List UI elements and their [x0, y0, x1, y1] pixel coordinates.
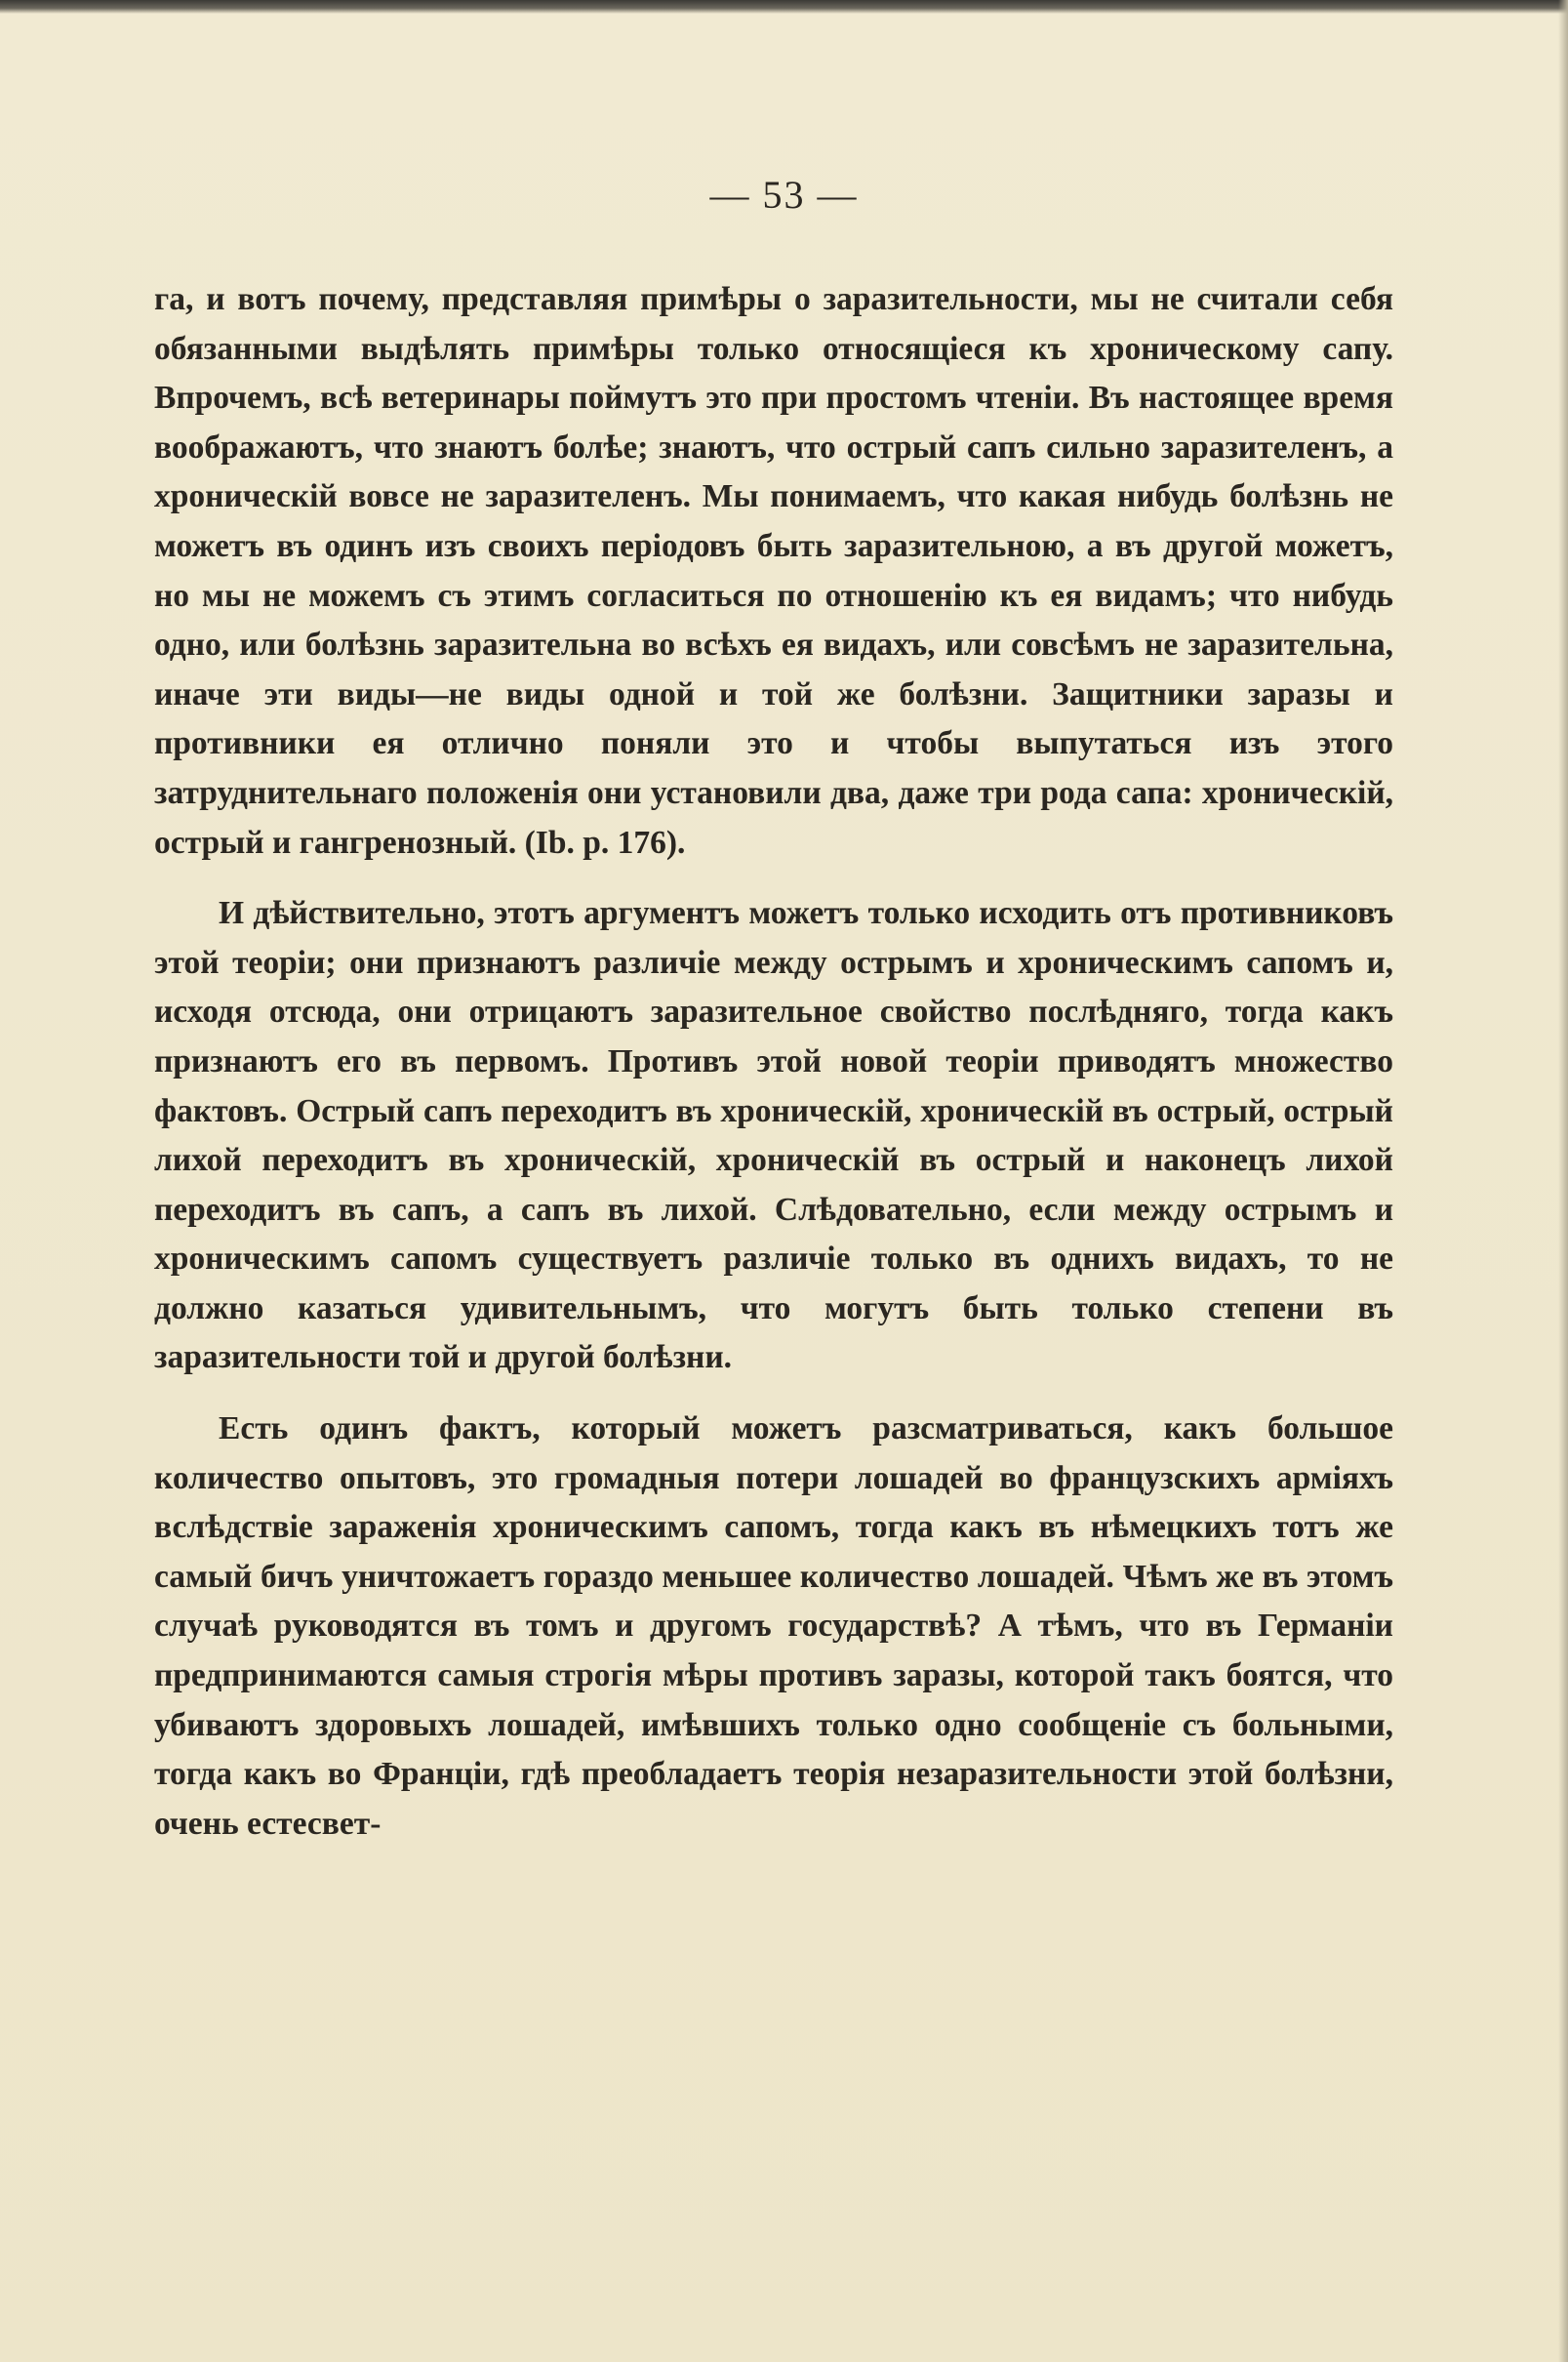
scan-right-edge — [1558, 0, 1568, 2362]
paragraph-2: И дѣйствительно, этотъ аргументъ можетъ только исходить отъ противниковъ этой теоріи; они признаютъ различіе между острымъ и хроническимъ сапомъ и, исходя отсюда, они отрицаютъ заразительное свойство послѣдняго, тогда какъ признаютъ его въ первомъ. Противъ этой новой теоріи приводятъ множество фактовъ. Острый сапъ переходитъ въ хроническій, хроническій въ острый, острый лихой переходитъ въ хроническій, хроническій въ острый и наконецъ лихой переходитъ въ сапъ, а сапъ въ лихой. Слѣдовательно, если между острымъ и хроническимъ сапомъ существуетъ различіе только въ однихъ видахъ, то не должно казаться удивительнымъ, что могутъ быть только степени въ заразительности той и другой болѣзни. — [154, 895, 1393, 1376]
paragraph-3: Есть одинъ фактъ, который можетъ разсматриваться, какъ большое количество опытовъ, это громадныя потери лошадей во французскихъ арміяхъ вслѣдствіе зараженія хроническимъ сапомъ, тогда какъ въ нѣмецкихъ тотъ же самый бичъ уничтожаетъ гораздо меньшее количество лошадей. Чѣмъ же въ этомъ случаѣ руководятся въ томъ и другомъ государствѣ? А тѣмъ, что въ Германіи предпринимаются самыя строгія мѣры противъ заразы, которой такъ боятся, что убиваютъ здоровыхъ лошадей, имѣвшихъ только одно сообщеніе съ больными, тогда какъ во Франціи, гдѣ преобладаетъ теорія незаразительности этой болѣзни, очень естесвет- — [154, 1410, 1393, 1842]
paragraph-1: га, и вотъ почему, представляя примѣры о заразительности, мы не считали себя обязанными выдѣлять примѣры только относящіеся къ хроническому сапу. Впрочемъ, всѣ ветеринары поймутъ это при простомъ чтеніи. Въ настоящее время воображаютъ, что знаютъ болѣе; знаютъ, что острый сапъ сильно заразителенъ, а хроническій вовсе не заразителенъ. Мы понимаемъ, что какая нибудь болѣзнь не можетъ въ одинъ изъ своихъ періодовъ быть заразительною, а въ другой можетъ, но мы не можемъ съ этимъ согласиться по отношенію къ ея видамъ; что нибудь одно, или болѣзнь заразительна во всѣхъ ея видахъ, или совсѣмъ не заразительна, иначе эти виды—не виды одной и той же болѣзни. Защитники заразы и противники ея отлично поняли это и чтобы выпутаться изъ этого затруднительнаго положенія они установили два, даже три рода сапа: хроническій, острый и гангренозный. (Ib. p. 176). — [154, 281, 1393, 861]
body-text — [154, 275, 1393, 1849]
page-number: — 53 — — [709, 173, 859, 217]
scan-top-edge — [0, 0, 1568, 14]
